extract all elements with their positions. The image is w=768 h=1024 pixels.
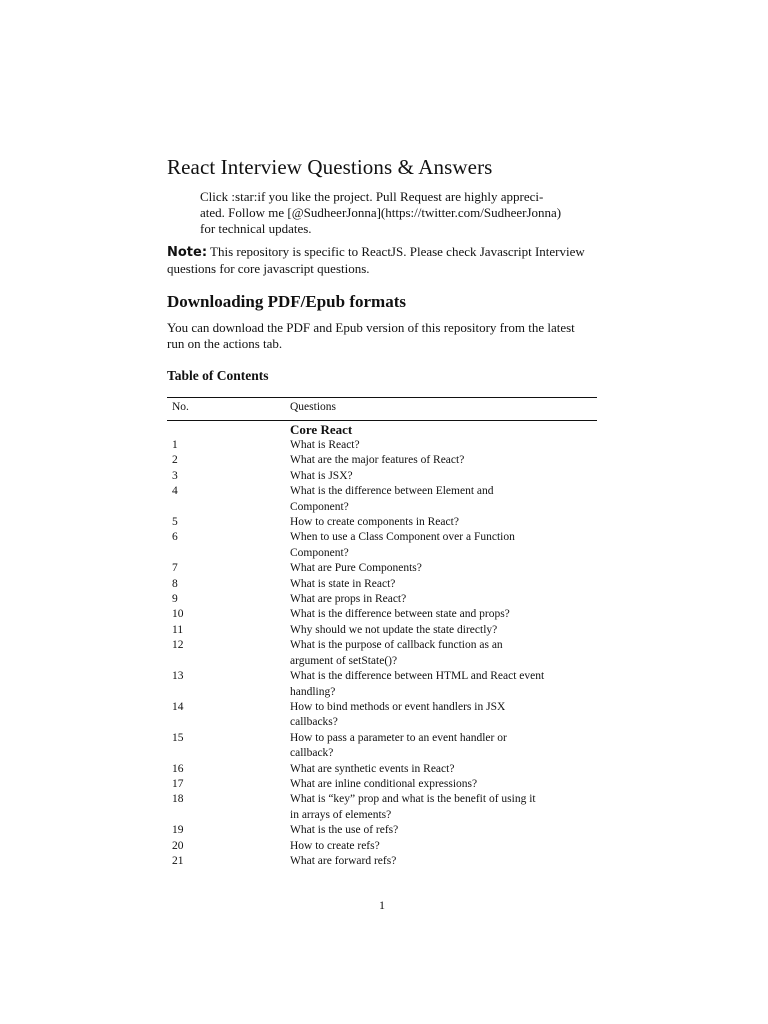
toc-row-number: 11: [172, 623, 184, 636]
toc-row-question-line: What are props in React?: [290, 593, 407, 606]
toc-row-question-line: What are the major features of React?: [290, 454, 465, 467]
toc-col-questions: Questions: [290, 401, 336, 413]
toc-row-question: [290, 823, 590, 838]
toc-row-number: 1: [172, 439, 178, 451]
toc-row-number: 3: [172, 469, 178, 482]
toc-row-question: [290, 561, 590, 576]
toc-row-question-line: What is the purpose of callback function as an: [290, 639, 503, 652]
toc-row-question: [290, 854, 590, 869]
toc-row-question-line: What is React?: [290, 439, 360, 451]
download-line: You can download the PDF and Epub version of this repository from the latest: [167, 320, 575, 335]
toc-row-question: [290, 469, 590, 484]
toc-row-question: [290, 607, 590, 622]
intro-line: for technical updates.: [200, 221, 312, 236]
toc-header-rule: [167, 420, 597, 421]
toc-row: [167, 700, 597, 731]
toc-row-question: [290, 484, 590, 515]
toc-row-question-line: in arrays of elements?: [290, 808, 392, 821]
toc-row: [167, 792, 597, 823]
toc-row-question-line: What is the difference between Element and: [290, 485, 494, 498]
toc-row-number: 16: [172, 762, 184, 775]
toc-row-question: [290, 839, 590, 854]
toc-row: [167, 777, 597, 792]
toc-row-question-line: Component?: [290, 500, 349, 513]
toc-row-number: 15: [172, 731, 184, 744]
toc-row-number: 2: [172, 454, 178, 467]
toc-row-question-line: How to bind methods or event handlers in JSX: [290, 700, 506, 713]
toc-row-question: [290, 577, 590, 592]
toc-row: [167, 854, 597, 869]
toc-row-question-line: What is the difference between state and props?: [290, 608, 510, 621]
toc-row: [167, 731, 597, 762]
toc-row-question-line: callbacks?: [290, 716, 338, 729]
toc-row: [167, 515, 597, 530]
toc-row-number: 9: [172, 593, 178, 606]
toc-row: [167, 762, 597, 777]
toc-row: [167, 638, 597, 669]
toc-row-question-line: argument of setState()?: [290, 654, 398, 667]
toc-row-question: [290, 438, 590, 453]
toc-row-question-line: What is the difference between HTML and React event: [290, 670, 545, 683]
toc-row-question: [290, 669, 590, 700]
toc-row: [167, 823, 597, 838]
toc-row: [167, 453, 597, 468]
toc-row-number: 14: [172, 700, 184, 713]
toc-row-number: 21: [172, 854, 184, 867]
toc-row-question: [290, 731, 590, 762]
toc-row-number: 10: [172, 608, 184, 621]
toc-row-number: 4: [172, 485, 178, 498]
intro-line: Click :star:if you like the project. Pull Request are highly appreci-: [200, 189, 544, 204]
toc-row-question-line: What are inline conditional expressions?: [290, 777, 478, 790]
toc-row-question-line: What are forward refs?: [290, 854, 397, 867]
toc-row: [167, 607, 597, 622]
toc-row: [167, 592, 597, 607]
toc-row: [167, 438, 597, 453]
toc-row-question-line: What is state in React?: [290, 577, 396, 590]
note-paragraph: [167, 244, 607, 277]
toc-row-number: 12: [172, 639, 184, 652]
toc-row: [167, 561, 597, 576]
toc-row-question: [290, 592, 590, 607]
toc-row-question-line: What is “key” prop and what is the benefit of using it: [290, 793, 536, 806]
toc-row: [167, 469, 597, 484]
page-number: 1: [379, 898, 385, 912]
toc-row-question: [290, 762, 590, 777]
toc-row-question-line: What is JSX?: [290, 469, 353, 482]
toc-row-number: 8: [172, 577, 178, 590]
toc-heading: Table of Contents: [167, 368, 269, 383]
toc-row-question: [290, 453, 590, 468]
toc-table: [167, 422, 597, 869]
toc-row-number: 20: [172, 839, 184, 852]
toc-row-question-line: What is the use of refs?: [290, 824, 399, 837]
toc-row-number: 19: [172, 824, 184, 837]
toc-row-question-line: What are Pure Components?: [290, 562, 422, 575]
toc-row: [167, 484, 597, 515]
toc-header-row: [167, 401, 597, 417]
toc-row-number: 7: [172, 562, 178, 575]
note-text-1: This repository is specific to ReactJS. Please check Javascript Interview: [207, 244, 585, 259]
toc-row-question-line: Component?: [290, 546, 349, 559]
toc-row: [167, 839, 597, 854]
download-heading: Downloading PDF/Epub formats: [167, 292, 406, 311]
toc-row-question-line: What are synthetic events in React?: [290, 762, 455, 775]
toc-row-number: 17: [172, 777, 184, 790]
intro-quote: [200, 189, 600, 237]
toc-row-number: 18: [172, 793, 184, 806]
toc-row: [167, 669, 597, 700]
intro-line: ated. Follow me [@SudheerJonna](https://twitter.com/SudheerJonna): [200, 205, 562, 220]
toc-row: [167, 530, 597, 561]
toc-row-question-line: How to create components in React?: [290, 516, 459, 529]
toc-row: [167, 577, 597, 592]
toc-row-question-line: When to use a Class Component over a Function: [290, 531, 515, 544]
toc-row-question-line: callback?: [290, 747, 334, 760]
toc-row-number: 13: [172, 670, 184, 683]
toc-col-no: No.: [172, 401, 189, 413]
toc-row-question: [290, 777, 590, 792]
toc-row-question: [290, 623, 590, 638]
toc-row: [167, 623, 597, 638]
toc-row-question-line: Why should we not update the state directly?: [290, 623, 498, 636]
note-line-1: [167, 244, 607, 261]
note-label: Note:: [167, 245, 208, 260]
toc-row-question: [290, 638, 590, 669]
toc-row-question-line: handling?: [290, 685, 336, 698]
page-title: React Interview Questions & Answers: [167, 155, 493, 179]
toc-row-question: [290, 700, 590, 731]
toc-section-title: Core React: [290, 422, 353, 437]
note-line-2: questions for core javascript questions.: [167, 261, 370, 276]
toc-top-rule: [167, 397, 597, 398]
toc-row-question-line: How to create refs?: [290, 839, 380, 852]
toc-row-question-line: How to pass a parameter to an event handler or: [290, 731, 507, 744]
toc-row-number: 5: [172, 516, 178, 529]
download-line: run on the actions tab.: [167, 336, 283, 351]
toc-row-number: 6: [172, 531, 178, 544]
toc-row-question: [290, 792, 590, 823]
toc-row-question: [290, 530, 590, 561]
toc-row-question: [290, 515, 590, 530]
download-paragraph: [167, 320, 607, 352]
